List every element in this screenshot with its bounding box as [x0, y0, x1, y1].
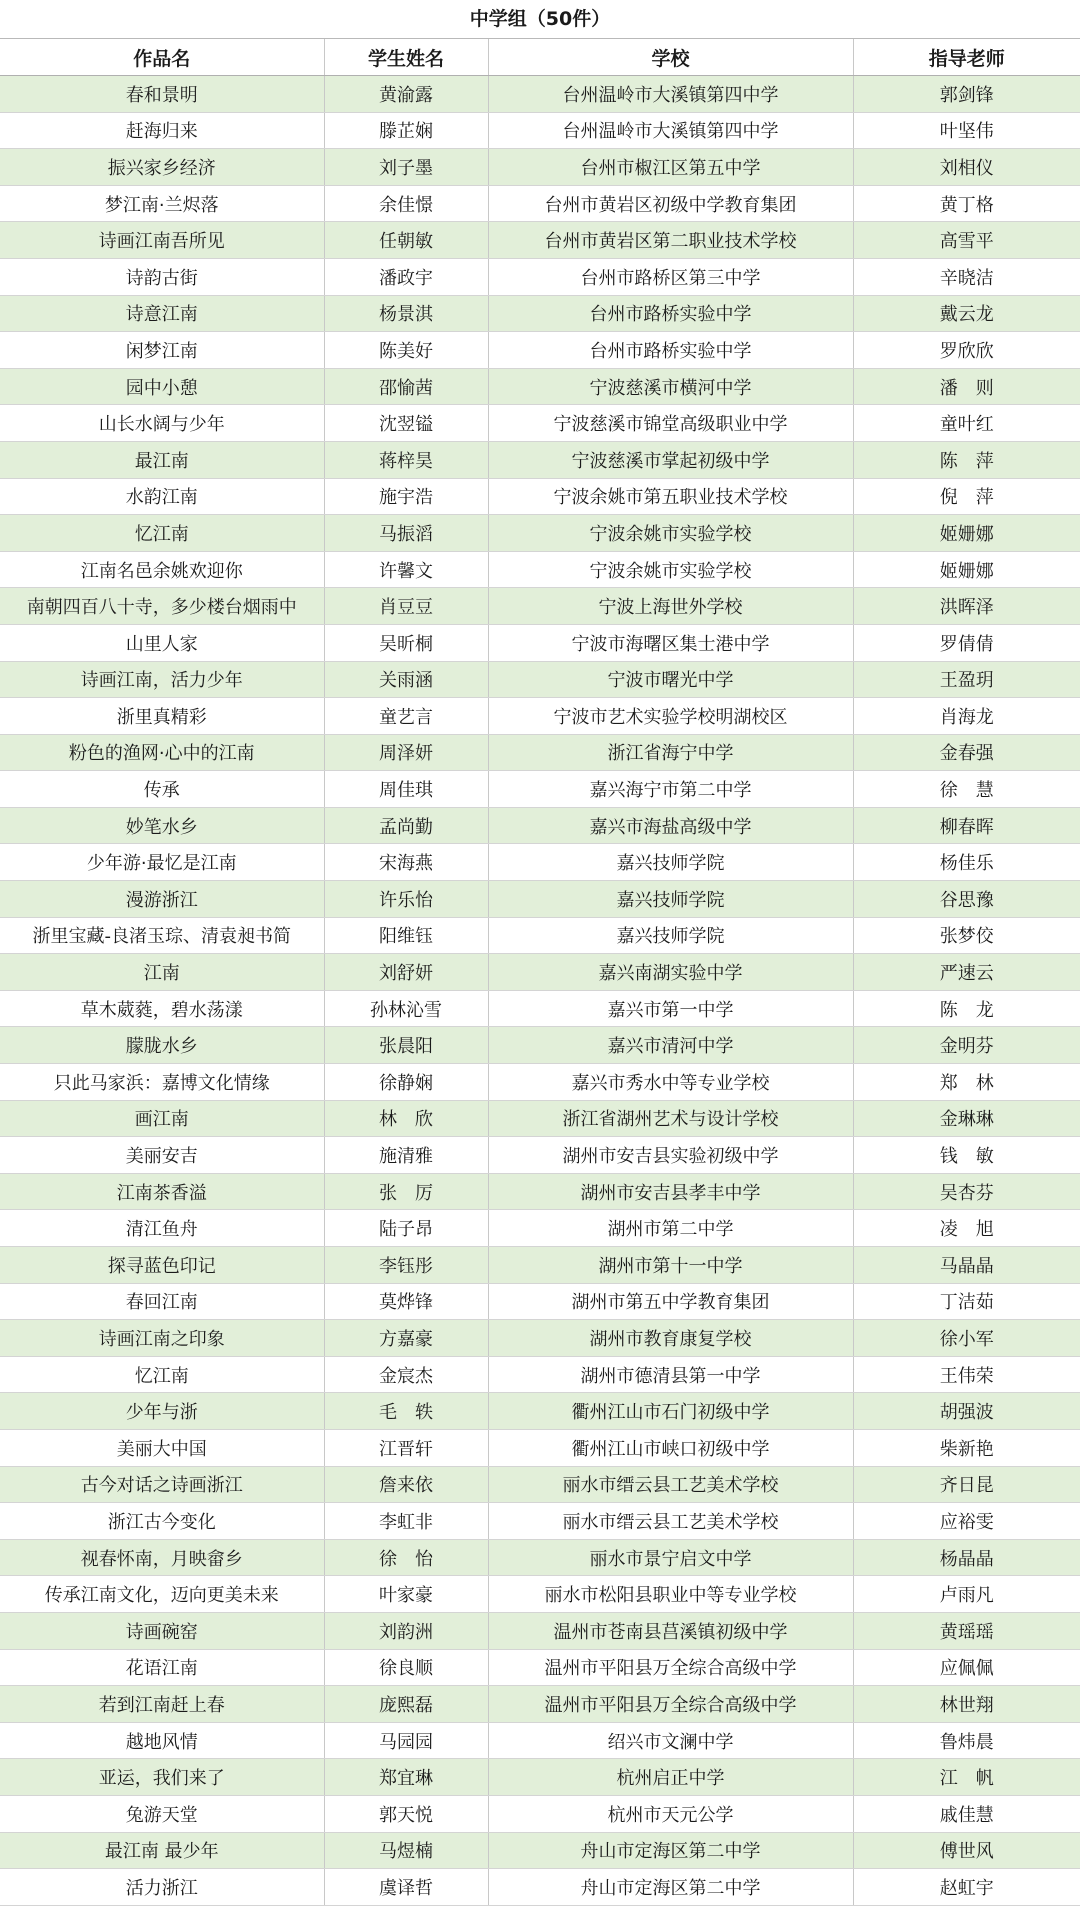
cell-school: 台州市椒江区第五中学	[488, 149, 853, 186]
cell-school: 嘉兴海宁市第二中学	[488, 771, 853, 808]
header-work-title: 作品名	[0, 39, 324, 76]
cell-work-title: 亚运，我们来了	[0, 1759, 324, 1796]
cell-school: 嘉兴市秀水中等专业学校	[488, 1064, 853, 1101]
cell-work-title: 山里人家	[0, 624, 324, 661]
cell-student-name: 毛 轶	[324, 1393, 488, 1430]
cell-school: 嘉兴南湖实验中学	[488, 954, 853, 991]
table-row	[0, 551, 1080, 588]
winners-table	[0, 39, 1080, 1906]
cell-work-title: 春回江南	[0, 1283, 324, 1320]
cell-teacher: 柳春晖	[853, 807, 1080, 844]
cell-work-title: 江南名邑余姚欢迎你	[0, 551, 324, 588]
cell-work-title: 妙笔水乡	[0, 807, 324, 844]
cell-work-title: 草木葳蕤，碧水荡漾	[0, 990, 324, 1027]
cell-work-title: 漫游浙江	[0, 881, 324, 918]
cell-student-name: 刘子墨	[324, 149, 488, 186]
cell-work-title: 传承	[0, 771, 324, 808]
cell-school: 嘉兴技师学院	[488, 881, 853, 918]
cell-work-title: 诗画江南吾所见	[0, 222, 324, 259]
cell-student-name: 林 欣	[324, 1100, 488, 1137]
cell-work-title: 视春怀南，月映畲乡	[0, 1539, 324, 1576]
cell-student-name: 刘舒妍	[324, 954, 488, 991]
cell-teacher: 严速云	[853, 954, 1080, 991]
table-row	[0, 771, 1080, 808]
table-row	[0, 1503, 1080, 1540]
cell-school: 丽水市松阳县职业中等专业学校	[488, 1576, 853, 1613]
cell-school: 宁波上海世外学校	[488, 588, 853, 625]
cell-student-name: 陈美好	[324, 332, 488, 369]
cell-student-name: 詹来依	[324, 1466, 488, 1503]
cell-teacher: 黄丁格	[853, 185, 1080, 222]
cell-student-name: 杨景淇	[324, 295, 488, 332]
cell-student-name: 周泽妍	[324, 734, 488, 771]
cell-work-title: 春和景明	[0, 76, 324, 113]
cell-school: 温州市苍南县莒溪镇初级中学	[488, 1612, 853, 1649]
cell-teacher: 陈 龙	[853, 990, 1080, 1027]
cell-student-name: 许乐怡	[324, 881, 488, 918]
cell-school: 台州温岭市大溪镇第四中学	[488, 76, 853, 113]
table-title: 中学组（50件）	[0, 0, 1080, 39]
table-row	[0, 368, 1080, 405]
cell-work-title: 最江南	[0, 441, 324, 478]
cell-student-name: 邵愉茜	[324, 368, 488, 405]
cell-teacher: 姬姗娜	[853, 515, 1080, 552]
cell-student-name: 张晨阳	[324, 1027, 488, 1064]
cell-teacher: 应裕雯	[853, 1503, 1080, 1540]
table-row	[0, 112, 1080, 149]
table-row	[0, 881, 1080, 918]
table-row	[0, 844, 1080, 881]
cell-student-name: 余佳憬	[324, 185, 488, 222]
cell-school: 台州市黄岩区初级中学教育集团	[488, 185, 853, 222]
cell-teacher: 丁洁茹	[853, 1283, 1080, 1320]
cell-student-name: 马煜楠	[324, 1832, 488, 1869]
cell-student-name: 孟尚勤	[324, 807, 488, 844]
cell-teacher: 高雪平	[853, 222, 1080, 259]
cell-teacher: 王伟荣	[853, 1356, 1080, 1393]
table-row	[0, 1612, 1080, 1649]
cell-school: 台州市路桥实验中学	[488, 332, 853, 369]
table-row	[0, 698, 1080, 735]
cell-school: 台州市路桥区第三中学	[488, 258, 853, 295]
cell-teacher: 杨佳乐	[853, 844, 1080, 881]
cell-teacher: 齐日昆	[853, 1466, 1080, 1503]
table-row	[0, 1795, 1080, 1832]
header-teacher: 指导老师	[853, 39, 1080, 76]
cell-teacher: 谷思豫	[853, 881, 1080, 918]
cell-work-title: 花语江南	[0, 1649, 324, 1686]
table-row	[0, 1247, 1080, 1284]
cell-teacher: 罗倩倩	[853, 624, 1080, 661]
cell-school: 舟山市定海区第二中学	[488, 1869, 853, 1906]
table-row	[0, 258, 1080, 295]
cell-student-name: 郭天悦	[324, 1795, 488, 1832]
cell-student-name: 李虹非	[324, 1503, 488, 1540]
cell-teacher: 戴云龙	[853, 295, 1080, 332]
table-row	[0, 1320, 1080, 1357]
cell-school: 嘉兴技师学院	[488, 917, 853, 954]
cell-school: 湖州市德清县第一中学	[488, 1356, 853, 1393]
cell-work-title: 越地风情	[0, 1722, 324, 1759]
cell-teacher: 倪 萍	[853, 478, 1080, 515]
cell-school: 宁波余姚市实验学校	[488, 551, 853, 588]
table-row	[0, 1686, 1080, 1723]
cell-work-title: 美丽安吉	[0, 1137, 324, 1174]
cell-teacher: 卢雨凡	[853, 1576, 1080, 1613]
cell-student-name: 关雨涵	[324, 661, 488, 698]
table-row	[0, 76, 1080, 113]
cell-student-name: 江晋轩	[324, 1429, 488, 1466]
cell-work-title: 南朝四百八十寺，多少楼台烟雨中	[0, 588, 324, 625]
cell-school: 温州市平阳县万全综合高级中学	[488, 1686, 853, 1723]
cell-student-name: 陆子昂	[324, 1210, 488, 1247]
cell-student-name: 沈翌镒	[324, 405, 488, 442]
cell-teacher: 洪晖泽	[853, 588, 1080, 625]
table-row	[0, 1283, 1080, 1320]
table-row	[0, 332, 1080, 369]
cell-school: 衢州江山市石门初级中学	[488, 1393, 853, 1430]
cell-teacher: 杨晶晶	[853, 1539, 1080, 1576]
cell-teacher: 林世翔	[853, 1686, 1080, 1723]
cell-work-title: 探寻蓝色印记	[0, 1247, 324, 1284]
cell-work-title: 活力浙江	[0, 1869, 324, 1906]
cell-student-name: 施宇浩	[324, 478, 488, 515]
cell-teacher: 郑 林	[853, 1064, 1080, 1101]
table-row	[0, 624, 1080, 661]
cell-teacher: 马晶晶	[853, 1247, 1080, 1284]
cell-student-name: 方嘉豪	[324, 1320, 488, 1357]
cell-teacher: 吴杏芬	[853, 1173, 1080, 1210]
cell-school: 宁波余姚市第五职业技术学校	[488, 478, 853, 515]
cell-school: 舟山市定海区第二中学	[488, 1832, 853, 1869]
cell-student-name: 庞熙磊	[324, 1686, 488, 1723]
cell-school: 湖州市安吉县孝丰中学	[488, 1173, 853, 1210]
cell-work-title: 清江鱼舟	[0, 1210, 324, 1247]
cell-school: 台州市路桥实验中学	[488, 295, 853, 332]
table-row	[0, 1576, 1080, 1613]
cell-school: 湖州市第二中学	[488, 1210, 853, 1247]
cell-teacher: 凌 旭	[853, 1210, 1080, 1247]
cell-work-title: 诗韵古街	[0, 258, 324, 295]
cell-student-name: 刘韵洲	[324, 1612, 488, 1649]
cell-work-title: 诗画碗窑	[0, 1612, 324, 1649]
cell-teacher: 郭剑锋	[853, 76, 1080, 113]
cell-work-title: 美丽大中国	[0, 1429, 324, 1466]
cell-teacher: 肖海龙	[853, 698, 1080, 735]
table-row	[0, 478, 1080, 515]
cell-work-title: 诗画江南，活力少年	[0, 661, 324, 698]
cell-teacher: 徐 慧	[853, 771, 1080, 808]
cell-teacher: 王盈玥	[853, 661, 1080, 698]
header-student-name: 学生姓名	[324, 39, 488, 76]
table-row	[0, 1027, 1080, 1064]
table-row	[0, 588, 1080, 625]
cell-school: 台州温岭市大溪镇第四中学	[488, 112, 853, 149]
cell-teacher: 陈 萍	[853, 441, 1080, 478]
cell-work-title: 江南茶香溢	[0, 1173, 324, 1210]
cell-school: 湖州市安吉县实验初级中学	[488, 1137, 853, 1174]
cell-student-name: 徐良顺	[324, 1649, 488, 1686]
table-row	[0, 661, 1080, 698]
cell-teacher: 张梦佼	[853, 917, 1080, 954]
cell-school: 宁波慈溪市掌起初级中学	[488, 441, 853, 478]
cell-work-title: 朦胧水乡	[0, 1027, 324, 1064]
cell-teacher: 刘相仪	[853, 149, 1080, 186]
cell-school: 宁波余姚市实验学校	[488, 515, 853, 552]
table-row	[0, 1429, 1080, 1466]
cell-work-title: 园中小憩	[0, 368, 324, 405]
table-row	[0, 405, 1080, 442]
cell-school: 台州市黄岩区第二职业技术学校	[488, 222, 853, 259]
cell-work-title: 若到江南赶上春	[0, 1686, 324, 1723]
table-row	[0, 1869, 1080, 1906]
cell-teacher: 金琳琳	[853, 1100, 1080, 1137]
table-row	[0, 917, 1080, 954]
cell-teacher: 徐小军	[853, 1320, 1080, 1357]
cell-school: 宁波慈溪市横河中学	[488, 368, 853, 405]
cell-student-name: 马振滔	[324, 515, 488, 552]
cell-teacher: 应佩佩	[853, 1649, 1080, 1686]
cell-work-title: 古今对话之诗画浙江	[0, 1466, 324, 1503]
table-body	[0, 76, 1080, 1906]
cell-student-name: 许馨文	[324, 551, 488, 588]
cell-school: 嘉兴市清河中学	[488, 1027, 853, 1064]
cell-student-name: 徐 怡	[324, 1539, 488, 1576]
cell-school: 杭州市天元公学	[488, 1795, 853, 1832]
table-row	[0, 1722, 1080, 1759]
cell-teacher: 戚佳慧	[853, 1795, 1080, 1832]
cell-school: 嘉兴技师学院	[488, 844, 853, 881]
header-school: 学校	[488, 39, 853, 76]
cell-work-title: 只此马家浜：嘉博文化情缘	[0, 1064, 324, 1101]
cell-teacher: 罗欣欣	[853, 332, 1080, 369]
cell-student-name: 金宸杰	[324, 1356, 488, 1393]
cell-work-title: 水韵江南	[0, 478, 324, 515]
cell-student-name: 滕芷娴	[324, 112, 488, 149]
cell-school: 宁波市曙光中学	[488, 661, 853, 698]
cell-teacher: 胡强波	[853, 1393, 1080, 1430]
cell-school: 衢州江山市峡口初级中学	[488, 1429, 853, 1466]
cell-student-name: 宋海燕	[324, 844, 488, 881]
table-row	[0, 1832, 1080, 1869]
table-row	[0, 734, 1080, 771]
cell-teacher: 童叶红	[853, 405, 1080, 442]
cell-work-title: 闲梦江南	[0, 332, 324, 369]
cell-work-title: 忆江南	[0, 1356, 324, 1393]
cell-teacher: 江 帆	[853, 1759, 1080, 1796]
cell-work-title: 振兴家乡经济	[0, 149, 324, 186]
table-row	[0, 515, 1080, 552]
cell-student-name: 郑宜琳	[324, 1759, 488, 1796]
table-row	[0, 185, 1080, 222]
cell-teacher: 潘 则	[853, 368, 1080, 405]
header-row	[0, 39, 1080, 76]
cell-work-title: 兔游天堂	[0, 1795, 324, 1832]
cell-teacher: 柴新艳	[853, 1429, 1080, 1466]
cell-teacher: 叶坚伟	[853, 112, 1080, 149]
table-row	[0, 1356, 1080, 1393]
cell-work-title: 少年与浙	[0, 1393, 324, 1430]
cell-work-title: 山长水阔与少年	[0, 405, 324, 442]
cell-work-title: 粉色的渔网·心中的江南	[0, 734, 324, 771]
table-row	[0, 1539, 1080, 1576]
table-row	[0, 222, 1080, 259]
table-row	[0, 1064, 1080, 1101]
cell-teacher: 傅世风	[853, 1832, 1080, 1869]
cell-student-name: 莫烨锋	[324, 1283, 488, 1320]
table-row	[0, 1759, 1080, 1796]
cell-school: 丽水市缙云县工艺美术学校	[488, 1503, 853, 1540]
table-row	[0, 1393, 1080, 1430]
cell-work-title: 梦江南·兰烬落	[0, 185, 324, 222]
cell-student-name: 童艺言	[324, 698, 488, 735]
cell-student-name: 张 厉	[324, 1173, 488, 1210]
cell-student-name: 施清雅	[324, 1137, 488, 1174]
table-row	[0, 1649, 1080, 1686]
cell-school: 湖州市教育康复学校	[488, 1320, 853, 1357]
cell-school: 宁波市艺术实验学校明湖校区	[488, 698, 853, 735]
cell-teacher: 姬姗娜	[853, 551, 1080, 588]
cell-teacher: 辛晓洁	[853, 258, 1080, 295]
cell-school: 绍兴市文澜中学	[488, 1722, 853, 1759]
cell-teacher: 赵虹宇	[853, 1869, 1080, 1906]
cell-work-title: 传承江南文化，迈向更美未来	[0, 1576, 324, 1613]
cell-school: 嘉兴市第一中学	[488, 990, 853, 1027]
cell-student-name: 周佳琪	[324, 771, 488, 808]
table-row	[0, 1137, 1080, 1174]
table-row	[0, 149, 1080, 186]
cell-school: 湖州市第五中学教育集团	[488, 1283, 853, 1320]
cell-school: 丽水市景宁启文中学	[488, 1539, 853, 1576]
cell-work-title: 画江南	[0, 1100, 324, 1137]
cell-student-name: 马园园	[324, 1722, 488, 1759]
table-row	[0, 807, 1080, 844]
cell-school: 浙江省海宁中学	[488, 734, 853, 771]
cell-student-name: 徐静娴	[324, 1064, 488, 1101]
cell-school: 浙江省湖州艺术与设计学校	[488, 1100, 853, 1137]
table-row	[0, 1173, 1080, 1210]
cell-work-title: 最江南 最少年	[0, 1832, 324, 1869]
cell-student-name: 黄渝露	[324, 76, 488, 113]
cell-student-name: 虞译哲	[324, 1869, 488, 1906]
cell-school: 杭州启正中学	[488, 1759, 853, 1796]
cell-student-name: 潘政宇	[324, 258, 488, 295]
cell-teacher: 钱 敏	[853, 1137, 1080, 1174]
cell-school: 丽水市缙云县工艺美术学校	[488, 1466, 853, 1503]
cell-student-name: 阳维钰	[324, 917, 488, 954]
cell-student-name: 吴昕桐	[324, 624, 488, 661]
cell-work-title: 浙里宝藏-良渚玉琮、清袁昶书简	[0, 917, 324, 954]
cell-student-name: 李钰彤	[324, 1247, 488, 1284]
cell-school: 湖州市第十一中学	[488, 1247, 853, 1284]
cell-work-title: 诗意江南	[0, 295, 324, 332]
table-row	[0, 990, 1080, 1027]
cell-work-title: 少年游·最忆是江南	[0, 844, 324, 881]
cell-student-name: 肖豆豆	[324, 588, 488, 625]
cell-work-title: 忆江南	[0, 515, 324, 552]
cell-school: 温州市平阳县万全综合高级中学	[488, 1649, 853, 1686]
cell-work-title: 江南	[0, 954, 324, 991]
cell-school: 宁波慈溪市锦堂高级职业中学	[488, 405, 853, 442]
cell-teacher: 金春强	[853, 734, 1080, 771]
table-row	[0, 1210, 1080, 1247]
cell-student-name: 任朝敏	[324, 222, 488, 259]
table-row	[0, 1100, 1080, 1137]
table-row	[0, 441, 1080, 478]
cell-work-title: 浙里真精彩	[0, 698, 324, 735]
cell-student-name: 蒋梓昊	[324, 441, 488, 478]
cell-school: 宁波市海曙区集士港中学	[488, 624, 853, 661]
cell-school: 嘉兴市海盐高级中学	[488, 807, 853, 844]
cell-student-name: 叶家豪	[324, 1576, 488, 1613]
cell-teacher: 鲁炜晨	[853, 1722, 1080, 1759]
cell-teacher: 黄瑶瑶	[853, 1612, 1080, 1649]
table-row	[0, 954, 1080, 991]
cell-teacher: 金明芬	[853, 1027, 1080, 1064]
cell-work-title: 浙江古今变化	[0, 1503, 324, 1540]
cell-work-title: 诗画江南之印象	[0, 1320, 324, 1357]
cell-student-name: 孙林沁雪	[324, 990, 488, 1027]
cell-work-title: 赶海归来	[0, 112, 324, 149]
table-row	[0, 295, 1080, 332]
table-row	[0, 1466, 1080, 1503]
